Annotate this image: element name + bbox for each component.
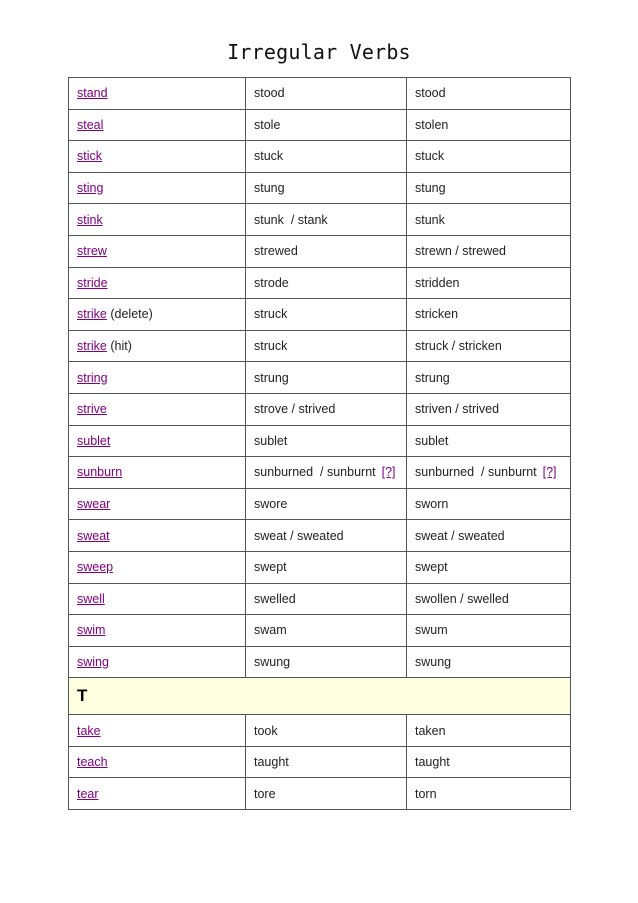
- base-form-cell: [69, 488, 246, 520]
- past-simple-cell: [246, 204, 407, 236]
- past-simple-cell-text: stuck: [254, 149, 284, 164]
- past-participle-cell-text: swept: [415, 560, 448, 575]
- section-header-row: [69, 678, 571, 715]
- verb-link[interactable]: strive: [77, 402, 107, 417]
- verb-link[interactable]: sweat: [77, 528, 110, 543]
- past-participle-cell: [407, 235, 571, 267]
- table-row: [69, 551, 571, 583]
- past-simple-cell-text: took: [254, 723, 278, 738]
- verb-link[interactable]: string: [77, 370, 108, 385]
- past-participle-cell-text: stolen: [415, 117, 449, 132]
- past-simple-cell-text: strewed: [254, 244, 298, 259]
- verb-link[interactable]: strike: [77, 339, 107, 354]
- section-t: [69, 678, 571, 715]
- table-row: [69, 646, 571, 678]
- table-row: [69, 715, 571, 747]
- table-row: [69, 78, 571, 110]
- past-participle-cell: [407, 488, 571, 520]
- past-participle-cell: [407, 520, 571, 552]
- past-participle-cell-text: sublet: [415, 433, 449, 448]
- table-row: [69, 615, 571, 647]
- verb-link[interactable]: stand: [77, 86, 108, 101]
- past-simple-cell-text: strove / strived: [254, 402, 336, 417]
- past-participle-cell: [407, 393, 571, 425]
- table-row: [69, 141, 571, 173]
- table-row: [69, 778, 571, 810]
- verb-link[interactable]: swim: [77, 623, 106, 638]
- base-form-cell: [69, 109, 246, 141]
- verb-link[interactable]: stink: [77, 212, 103, 227]
- past-simple-cell: [246, 488, 407, 520]
- past-participle-cell-text: stood: [415, 86, 446, 101]
- past-participle-cell-text: swum: [415, 623, 448, 638]
- base-form-cell: [69, 299, 246, 331]
- question-link[interactable]: [?]: [542, 465, 557, 480]
- base-form-cell: [69, 204, 246, 236]
- table-row: [69, 172, 571, 204]
- past-simple-cell: [246, 362, 407, 394]
- past-simple-cell-text: struck: [254, 339, 288, 354]
- past-participle-cell-text: stunk: [415, 212, 445, 227]
- verb-link[interactable]: take: [77, 723, 101, 738]
- past-simple-cell: [246, 109, 407, 141]
- base-form-cell: [69, 393, 246, 425]
- past-simple-cell: [246, 330, 407, 362]
- base-form-cell: [69, 551, 246, 583]
- past-simple-cell: [246, 141, 407, 173]
- past-participle-cell-text: sworn: [415, 497, 449, 512]
- verbs-table-body-t: [69, 715, 571, 810]
- past-participle-cell: [407, 551, 571, 583]
- table-row: [69, 520, 571, 552]
- verb-link[interactable]: sublet: [77, 433, 111, 448]
- past-participle-cell-text: stricken: [415, 307, 459, 322]
- past-simple-cell: [246, 393, 407, 425]
- verb-link[interactable]: sweep: [77, 560, 114, 575]
- past-simple-cell-text: sunburned / sunburnt: [254, 465, 376, 480]
- verb-link[interactable]: swell: [77, 591, 105, 606]
- past-simple-cell: [246, 646, 407, 678]
- base-form-cell: [69, 141, 246, 173]
- past-simple-cell-text: tore: [254, 786, 276, 801]
- past-participle-cell-text: stung: [415, 181, 446, 196]
- table-row: [69, 393, 571, 425]
- base-form-cell: [69, 235, 246, 267]
- past-simple-cell-text: strung: [254, 370, 289, 385]
- table-row: [69, 204, 571, 236]
- table-row: [69, 267, 571, 299]
- past-simple-cell-text: stood: [254, 86, 285, 101]
- past-simple-cell-text: swept: [254, 560, 287, 575]
- base-form-cell: [69, 583, 246, 615]
- verb-link[interactable]: sting: [77, 181, 104, 196]
- past-participle-cell-text: sweat / sweated: [415, 528, 505, 543]
- past-participle-cell: [407, 78, 571, 110]
- past-participle-cell-text: stridden: [415, 275, 460, 290]
- verb-link[interactable]: strike: [77, 307, 107, 322]
- past-simple-cell: [246, 457, 407, 489]
- verb-link[interactable]: swing: [77, 654, 109, 669]
- past-participle-cell: [407, 330, 571, 362]
- past-simple-cell-text: swung: [254, 654, 291, 669]
- past-participle-cell-text: torn: [415, 786, 437, 801]
- base-form-cell: [69, 746, 246, 778]
- past-participle-cell: [407, 141, 571, 173]
- verb-link[interactable]: teach: [77, 755, 108, 770]
- past-simple-cell: [246, 583, 407, 615]
- past-participle-cell-text: strung: [415, 370, 450, 385]
- past-simple-cell: [246, 267, 407, 299]
- past-simple-cell: [246, 235, 407, 267]
- verbs-table: [68, 77, 571, 810]
- past-simple-cell-text: struck: [254, 307, 288, 322]
- base-form-cell: [69, 615, 246, 647]
- past-participle-cell-text: swung: [415, 654, 452, 669]
- past-participle-cell: [407, 172, 571, 204]
- table-row: [69, 746, 571, 778]
- past-participle-cell: [407, 267, 571, 299]
- verb-link[interactable]: steal: [77, 117, 104, 132]
- past-participle-cell-text: struck / stricken: [415, 339, 502, 354]
- past-simple-cell: [246, 78, 407, 110]
- past-participle-cell: [407, 646, 571, 678]
- past-simple-cell: [246, 746, 407, 778]
- past-participle-cell-text: striven / strived: [415, 402, 500, 417]
- past-participle-cell: [407, 299, 571, 331]
- verb-link[interactable]: stick: [77, 149, 102, 164]
- past-simple-cell-text: swore: [254, 497, 288, 512]
- table-row: [69, 457, 571, 489]
- base-form-cell: [69, 362, 246, 394]
- past-participle-cell: [407, 615, 571, 647]
- table-row: [69, 362, 571, 394]
- base-form-cell: [69, 172, 246, 204]
- past-participle-cell: [407, 778, 571, 810]
- table-row: [69, 109, 571, 141]
- past-simple-cell-text: swelled: [254, 591, 296, 606]
- past-simple-cell-text: stung: [254, 181, 285, 196]
- past-simple-cell: [246, 615, 407, 647]
- verb-link[interactable]: stride: [77, 275, 108, 290]
- past-participle-cell-text: taught: [415, 755, 450, 770]
- past-participle-cell-text: taken: [415, 723, 446, 738]
- table-row: [69, 330, 571, 362]
- table-row: [69, 299, 571, 331]
- past-participle-cell: [407, 109, 571, 141]
- past-simple-cell: [246, 172, 407, 204]
- past-participle-cell: [407, 715, 571, 747]
- past-participle-cell: [407, 746, 571, 778]
- table-row: [69, 425, 571, 457]
- base-form-cell: [69, 457, 246, 489]
- past-simple-cell-text: sweat / sweated: [254, 528, 344, 543]
- base-form-cell: [69, 330, 246, 362]
- base-form-cell: [69, 646, 246, 678]
- question-link[interactable]: [?]: [381, 465, 396, 480]
- verb-link[interactable]: strew: [77, 244, 107, 259]
- past-simple-cell: [246, 299, 407, 331]
- past-simple-cell: [246, 778, 407, 810]
- past-participle-cell: [407, 583, 571, 615]
- base-form-cell: [69, 267, 246, 299]
- past-participle-cell-text: stuck: [415, 149, 445, 164]
- table-row: [69, 488, 571, 520]
- past-simple-cell-text: swam: [254, 623, 287, 638]
- past-simple-cell-text: taught: [254, 755, 289, 770]
- past-participle-cell-text: strewn / strewed: [415, 244, 507, 259]
- past-simple-cell: [246, 715, 407, 747]
- past-simple-cell-text: strode: [254, 275, 289, 290]
- base-form-cell: [69, 425, 246, 457]
- past-participle-cell: [407, 425, 571, 457]
- section-letter: T: [69, 678, 571, 715]
- verbs-table-body-s: [69, 78, 571, 678]
- base-form-cell: [69, 778, 246, 810]
- past-participle-cell: [407, 362, 571, 394]
- past-simple-cell: [246, 551, 407, 583]
- base-form-cell: [69, 520, 246, 552]
- verb-link[interactable]: sunburn: [77, 465, 123, 480]
- verb-link[interactable]: swear: [77, 497, 111, 512]
- page-title: Irregular Verbs: [227, 40, 411, 64]
- verb-note: (delete): [106, 307, 153, 322]
- verb-link[interactable]: tear: [77, 786, 99, 801]
- table-row: [69, 583, 571, 615]
- verb-note: (hit): [106, 339, 132, 354]
- past-participle-cell: [407, 457, 571, 489]
- past-simple-cell: [246, 425, 407, 457]
- past-simple-cell-text: stole: [254, 117, 281, 132]
- past-simple-cell: [246, 520, 407, 552]
- past-participle-cell-text: swollen / swelled: [415, 591, 509, 606]
- past-participle-cell-text: sunburned / sunburnt: [415, 465, 537, 480]
- past-simple-cell-text: sublet: [254, 433, 288, 448]
- past-simple-cell-text: stunk / stank: [254, 212, 328, 227]
- table-row: [69, 235, 571, 267]
- base-form-cell: [69, 715, 246, 747]
- base-form-cell: [69, 78, 246, 110]
- past-participle-cell: [407, 204, 571, 236]
